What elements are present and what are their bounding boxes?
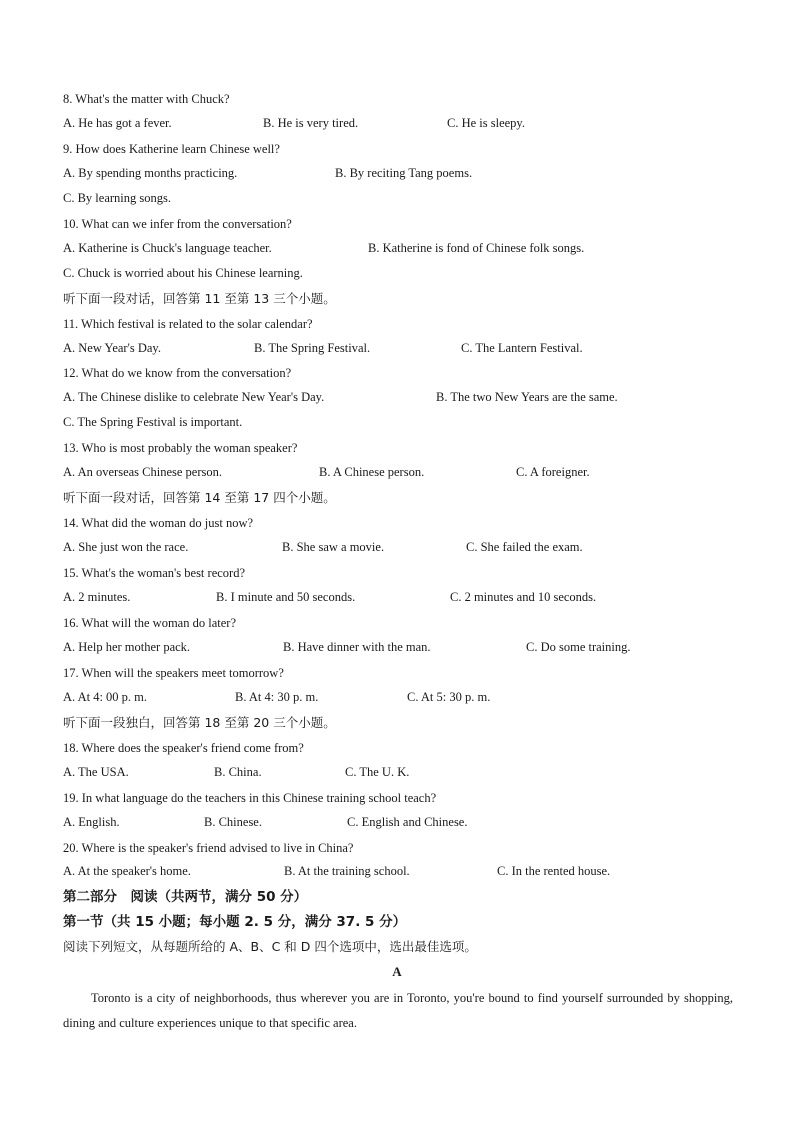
answer-option: A. 2 minutes.	[63, 590, 131, 604]
answer-option: A. The Chinese dislike to celebrate New Year's Day.	[63, 390, 325, 405]
answer-option: B. I minute and 50 seconds.	[216, 590, 356, 604]
passage-paragraph: Toronto is a city of neighborhoods, thus wherever you are in Toronto, you're bound to find yourself surrounded by shopping, dining and culture experiences unique to that specific area.	[63, 991, 733, 1030]
answer-option: A. New Year's Day.	[63, 340, 161, 355]
answer-option: B. The two New Years are the same.	[436, 390, 618, 405]
question-text: 9. How does Katherine learn Chinese well?	[63, 141, 280, 156]
question-text: 18. Where does the speaker's friend come from?	[63, 740, 304, 755]
answer-option: A. At the speaker's home.	[63, 864, 191, 879]
part-two-heading: 第二部分 阅读（共两节，满分 50 分）	[63, 889, 308, 905]
answer-option: B. By reciting Tang poems.	[335, 165, 473, 180]
answer-option: A. He has got a fever.	[63, 115, 172, 130]
answer-option: C. In the rented house.	[497, 864, 611, 879]
section-one-heading: 第一节（共 15 小题；每小题 2. 5 分，满分 37. 5 分）	[63, 914, 407, 930]
answer-option: B. The Spring Festival.	[254, 340, 371, 355]
answer-option: A. At 4: 00 p. m.	[63, 689, 148, 704]
question-text: 11. Which festival is related to the solar calendar?	[63, 316, 313, 331]
answer-option: A. English.	[63, 814, 120, 829]
listening-instruction: 听下面一段对话，回答第 11 至第 13 三个小题。	[63, 290, 336, 306]
question-text: 14. What did the woman do just now?	[63, 516, 254, 531]
answer-option: B. China.	[214, 764, 262, 779]
question-text: 16. What will the woman do later?	[63, 615, 236, 630]
answer-option: B. Have dinner with the man.	[283, 639, 431, 654]
question-text: 20. Where is the speaker's friend advised to live in China?	[63, 840, 354, 855]
question-text: 15. What's the woman's best record?	[63, 566, 246, 581]
question-text: 13. Who is most probably the woman speaker?	[63, 441, 298, 456]
answer-option: B. Chinese.	[204, 814, 262, 829]
answer-option: C. By learning songs.	[63, 190, 171, 205]
answer-option: B. At the training school.	[284, 864, 410, 879]
question-text: 10. What can we infer from the conversation?	[63, 216, 292, 231]
answer-option: C. He is sleepy.	[447, 115, 525, 130]
listening-instruction: 听下面一段对话，回答第 14 至第 17 四个小题。	[63, 490, 336, 506]
answer-option: A. Katherine is Chuck's language teacher.	[63, 240, 272, 255]
answer-option: A. By spending months practicing.	[63, 165, 238, 180]
answer-option: B. Katherine is fond of Chinese folk songs.	[368, 240, 585, 255]
question-text: 17. When will the speakers meet tomorrow?	[63, 665, 284, 680]
answer-option: C. The U. K.	[345, 764, 410, 779]
question-text: 19. In what language do the teachers in this Chinese training school teach?	[63, 790, 437, 805]
answer-option: A. Help her mother pack.	[63, 639, 191, 654]
answer-option: A. An overseas Chinese person.	[63, 465, 222, 480]
answer-option: B. At 4: 30 p. m.	[235, 689, 319, 704]
question-text: 12. What do we know from the conversation?	[63, 366, 292, 381]
answer-option: B. A Chinese person.	[319, 465, 425, 480]
answer-option: C. A foreigner.	[516, 465, 590, 480]
answer-option: B. He is very tired.	[263, 115, 359, 130]
answer-option: C. English and Chinese.	[347, 814, 468, 829]
answer-option: A. She just won the race.	[63, 540, 189, 555]
listening-instruction: 听下面一段独白，回答第 18 至第 20 三个小题。	[63, 714, 336, 730]
answer-option: C. Do some training.	[526, 639, 631, 654]
answer-option: B. She saw a movie.	[282, 540, 385, 555]
reading-instruction: 阅读下列短文，从每题所给的 A、B、C 和 D 四个选项中，选出最佳选项。	[63, 939, 477, 954]
answer-option: A. The USA.	[63, 764, 129, 779]
question-text: 8. What's the matter with Chuck?	[63, 92, 230, 106]
answer-option: C. She failed the exam.	[466, 540, 583, 555]
passage-label: A	[392, 964, 402, 979]
answer-option: C. Chuck is worried about his Chinese learning.	[63, 265, 303, 280]
answer-option: C. The Spring Festival is important.	[63, 415, 243, 430]
answer-option: C. The Lantern Festival.	[461, 340, 583, 355]
answer-option: C. 2 minutes and 10 seconds.	[450, 590, 597, 604]
answer-option: C. At 5: 30 p. m.	[407, 689, 491, 704]
